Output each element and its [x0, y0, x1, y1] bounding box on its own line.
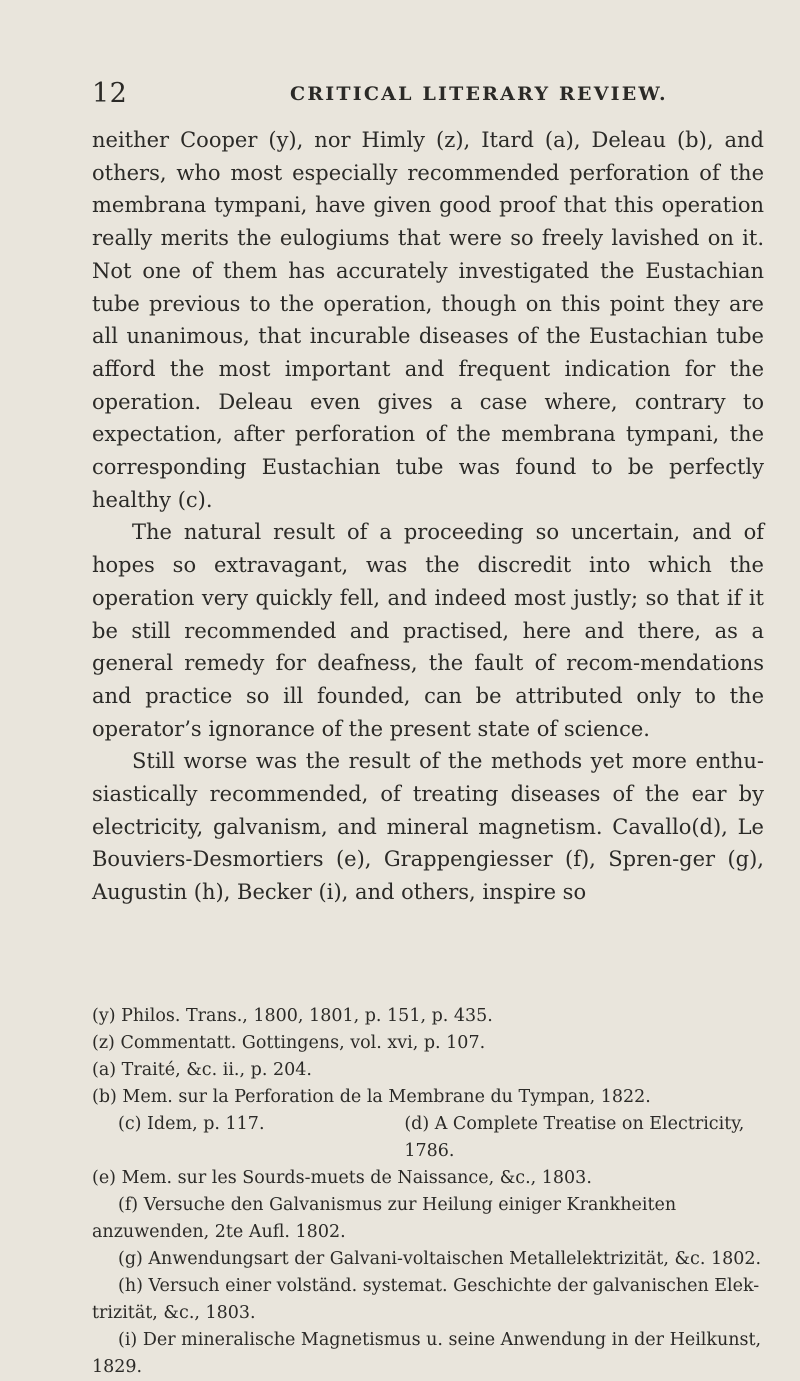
paragraph-3: Still worse was the result of the methods yet more enthu-siastically recommended, of treating diseases of the ear by electricity, galvanism, and mineral magnetism. Cavallo(d), Le Bouviers-Desmortiers (e), Grappengiesser (f), Spren-ger (g), Augustin (h), Becker (i), and others, inspire so: [92, 749, 764, 905]
paragraph-2: The natural result of a proceeding so uncertain, and of hopes so extravagant, was the discredit into which the operation very quickly fell, and indeed most justly; so that if it be still recommended and practised, here and there, as a general remedy for deafness, the fault of recom-mendations and practice so ill founded, can be attributed only to the operator’s ignorance of the present state of science.: [92, 520, 764, 741]
running-title: CRITICAL LITERARY REVIEW.: [290, 83, 668, 105]
paragraph-1: neither Cooper (y), nor Himly (z), Itard (a), Deleau (b), and others, who most especially recommended perforation of the membrana tympani, have given good proof that this operation really merits the eulogiums that were so freely lavished on it. Not one of them has accurately investigated the Eustachian tube previous to the operation, though on this point they are all unanimous, that incurable diseases of the Eustachian tube afford the most important and frequent indication for the operation. Deleau even gives a case where, contrary to expectation, after perforation of the membrana tympani, the corresponding Eustachian tube was found to be perfectly healthy (c).: [92, 128, 764, 512]
footnote-i: (i) Der mineralische Magnetismus u. seine Anwendung in der Heilkunst, 1829.: [92, 1330, 762, 1377]
body-text: [92, 124, 764, 909]
page-number: 12: [92, 78, 128, 109]
footnotes: [92, 1003, 764, 1381]
footnote-d: (d) A Complete Treatise on Electricity, 1786.: [404, 1114, 745, 1161]
footnote-a: (a) Traité, &c. ii., p. 204.: [92, 1060, 312, 1080]
page-header: [92, 78, 752, 114]
footnote-y: (y) Philos. Trans., 1800, 1801, p. 151, p. 435.: [92, 1006, 493, 1026]
footnote-row-c-d: [92, 1111, 764, 1165]
footnote-g: (g) Anwendungsart der Galvani-voltaischen Metallelektrizität, &c. 1802.: [118, 1249, 762, 1269]
footnote-f: (f) Versuche den Galvanismus zur Heilung einiger Krankheiten anzuwenden, 2te Aufl. 1802.: [92, 1195, 677, 1242]
footnote-h: (h) Versuch einer volständ. systemat. Geschichte der galvanischen Elek-trizität, &c., 1803.: [92, 1276, 760, 1323]
footnote-b: (b) Mem. sur la Perforation de la Membrane du Tympan, 1822.: [92, 1087, 651, 1107]
footnote-z: (z) Commentatt. Gottingens, vol. xvi, p. 107.: [92, 1033, 486, 1053]
footnote-e: (e) Mem. sur les Sourds-muets de Naissance, &c., 1803.: [92, 1168, 592, 1188]
footnote-c: (c) Idem, p. 117.: [118, 1114, 265, 1134]
